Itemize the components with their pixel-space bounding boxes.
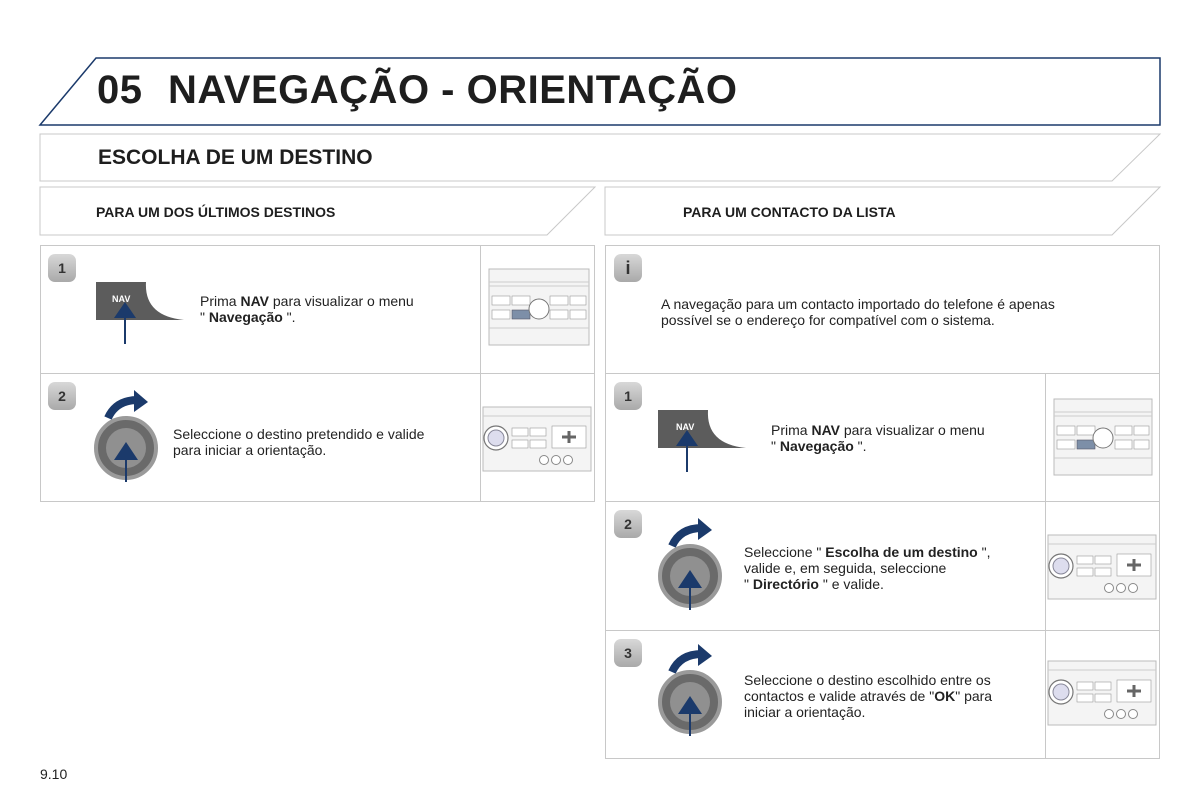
nav-key-label: NAV — [676, 422, 695, 432]
nav-key-label: NAV — [112, 294, 131, 304]
chapter-title: NAVEGAÇÃO - ORIENTAÇÃO — [168, 68, 738, 112]
nav-key-press-icon — [656, 406, 748, 474]
radio-panel-nav-image — [1053, 398, 1153, 476]
radio-panel-knob-image — [482, 406, 592, 472]
right-subsection-title: PARA UM CONTACTO DA LISTA — [683, 204, 896, 220]
knob-rotate-press-icon — [658, 516, 724, 612]
step-3-text: Seleccione o destino escolhido entre os contactos e valide através de "OK" para iniciar a orientação. — [744, 672, 993, 720]
radio-panel-nav-image — [488, 268, 590, 346]
step-badge: 1 — [614, 382, 642, 410]
step-badge: 3 — [614, 639, 642, 667]
section-title: ESCOLHA DE UM DESTINO — [98, 146, 373, 169]
step-badge: 2 — [614, 510, 642, 538]
left-subsection-title: PARA UM DOS ÚLTIMOS DESTINOS — [96, 204, 336, 220]
knob-rotate-press-icon — [658, 642, 724, 738]
step-1-text: Prima NAV para visualizar o menu " Navegação ". — [771, 422, 985, 454]
chapter-number: 05 — [97, 68, 143, 112]
info-text: A navegação para um contacto importado do telefone é apenas possível se o endereço for compatível com o sistema. — [661, 296, 1055, 328]
step-badge: 1 — [48, 254, 76, 282]
step-1-text: Prima NAV para visualizar o menu " Navegação ". — [200, 293, 414, 325]
step-badge: 2 — [48, 382, 76, 410]
radio-panel-knob-image — [1047, 660, 1157, 726]
info-badge: i — [614, 254, 642, 282]
knob-rotate-press-icon — [94, 388, 160, 484]
step-2-text: Seleccione o destino pretendido e valide para iniciar a orientação. — [173, 426, 425, 458]
page-number: 9.10 — [40, 766, 68, 782]
radio-panel-knob-image — [1047, 534, 1157, 600]
nav-key-press-icon — [94, 278, 186, 346]
step-2-text: Seleccione " Escolha de um destino ", valide e, em seguida, seleccione " Directório " e valide. — [744, 544, 991, 592]
